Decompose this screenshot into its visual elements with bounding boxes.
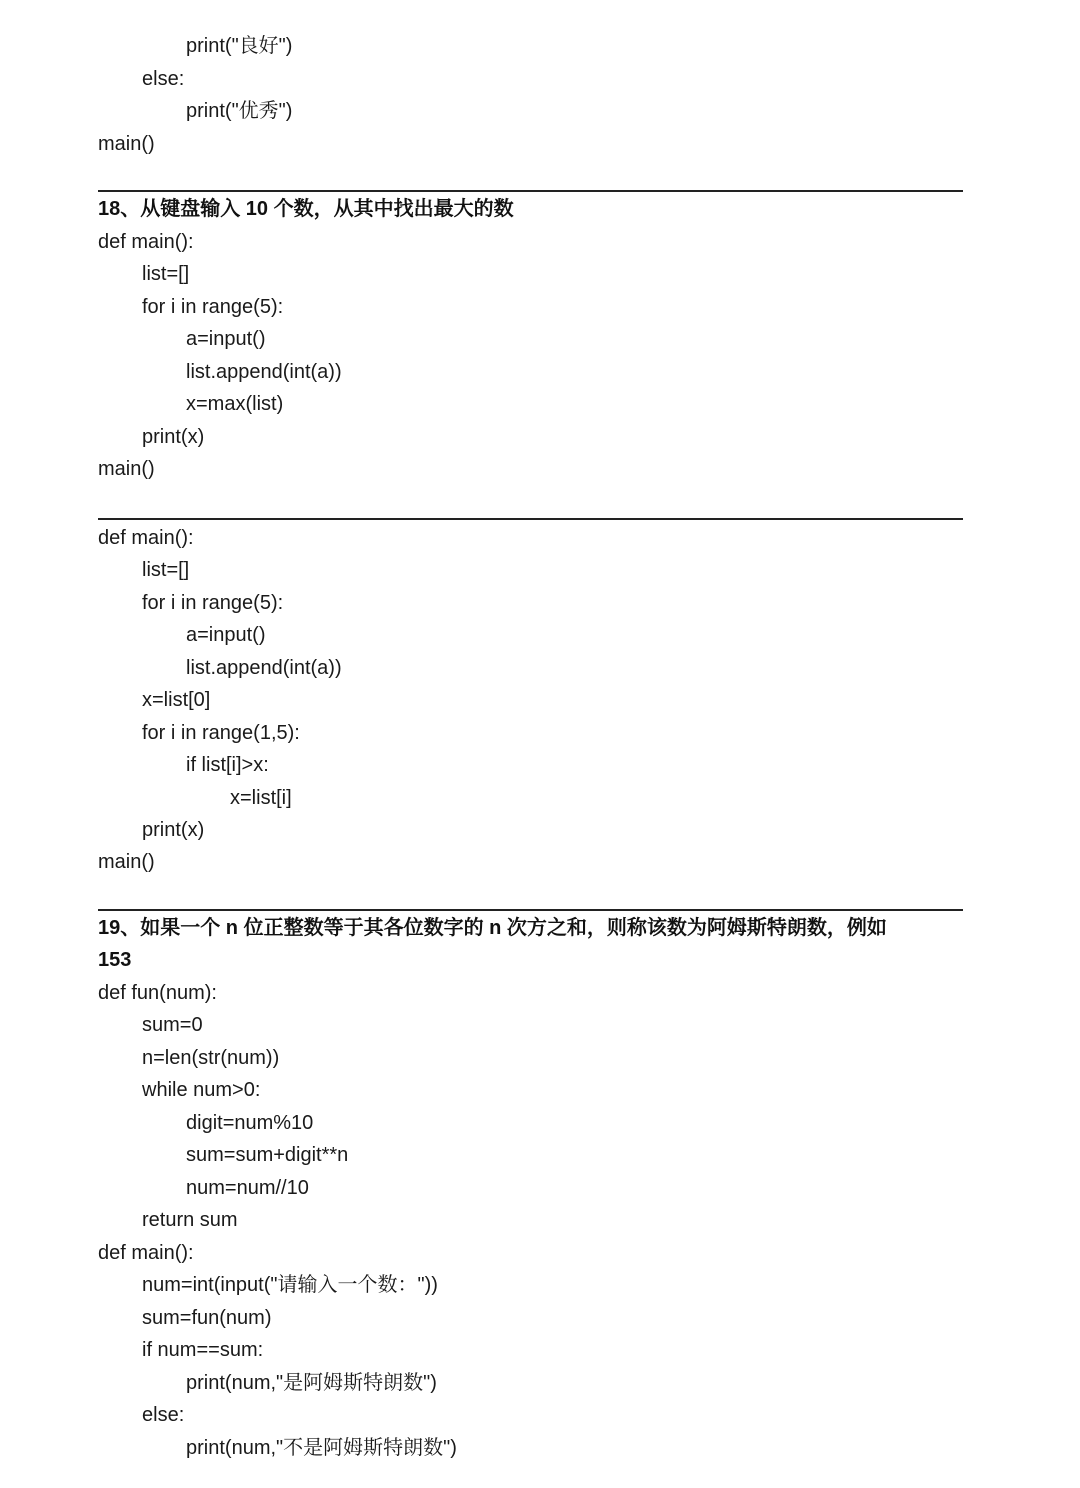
code-line: def main(): (98, 231, 194, 253)
code-line: x=max(list) (186, 393, 284, 415)
code-line: for i in range(5): (142, 592, 284, 614)
code-line: a=input() (186, 624, 266, 646)
code-line: for i in range(5): (142, 296, 284, 318)
code-line: list=[] (142, 263, 190, 285)
code-line: print("良好") (186, 35, 293, 57)
divider (98, 190, 963, 192)
code-line: print(num,"是阿姆斯特朗数") (186, 1372, 437, 1394)
code-line: main() (98, 458, 155, 480)
divider (98, 909, 963, 911)
code-line: list=[] (142, 559, 190, 581)
divider (98, 518, 963, 520)
code-line: def main(): (98, 1242, 194, 1264)
code-line: return sum (142, 1209, 238, 1231)
question-19-heading: 19、如果一个 n 位正整数等于其各位数字的 n 次方之和，则称该数为阿姆斯特朗数，例如 (98, 917, 887, 939)
code-line: num=num//10 (186, 1177, 309, 1199)
code-line: while num>0: (142, 1079, 261, 1101)
code-line: n=len(str(num)) (142, 1047, 280, 1069)
code-line: else: (142, 68, 185, 90)
code-line: def fun(num): (98, 982, 217, 1004)
code-line: sum=0 (142, 1014, 203, 1036)
code-line: print(x) (142, 819, 205, 841)
code-line: main() (98, 851, 155, 873)
code-line: num=int(input("请输入一个数：")) (142, 1274, 438, 1296)
code-line: x=list[0] (142, 689, 211, 711)
code-line: list.append(int(a)) (186, 657, 342, 679)
code-line: print("优秀") (186, 100, 293, 122)
code-line: digit=num%10 (186, 1112, 314, 1134)
code-line: sum=fun(num) (142, 1307, 272, 1329)
code-line: else: (142, 1404, 185, 1426)
question-19-heading-cont: 153 (98, 949, 132, 971)
code-line: main() (98, 133, 155, 155)
code-line: x=list[i] (230, 787, 292, 809)
code-line: for i in range(1,5): (142, 722, 300, 744)
question-18-heading: 18、从键盘输入 10 个数，从其中找出最大的数 (98, 198, 514, 220)
code-line: if num==sum: (142, 1339, 264, 1361)
code-line: def main(): (98, 527, 194, 549)
code-line: list.append(int(a)) (186, 361, 342, 383)
code-line: print(num,"不是阿姆斯特朗数") (186, 1437, 457, 1459)
code-line: sum=sum+digit**n (186, 1144, 349, 1166)
code-line: a=input() (186, 328, 266, 350)
code-line: print(x) (142, 426, 205, 448)
code-line: if list[i]>x: (186, 754, 269, 776)
